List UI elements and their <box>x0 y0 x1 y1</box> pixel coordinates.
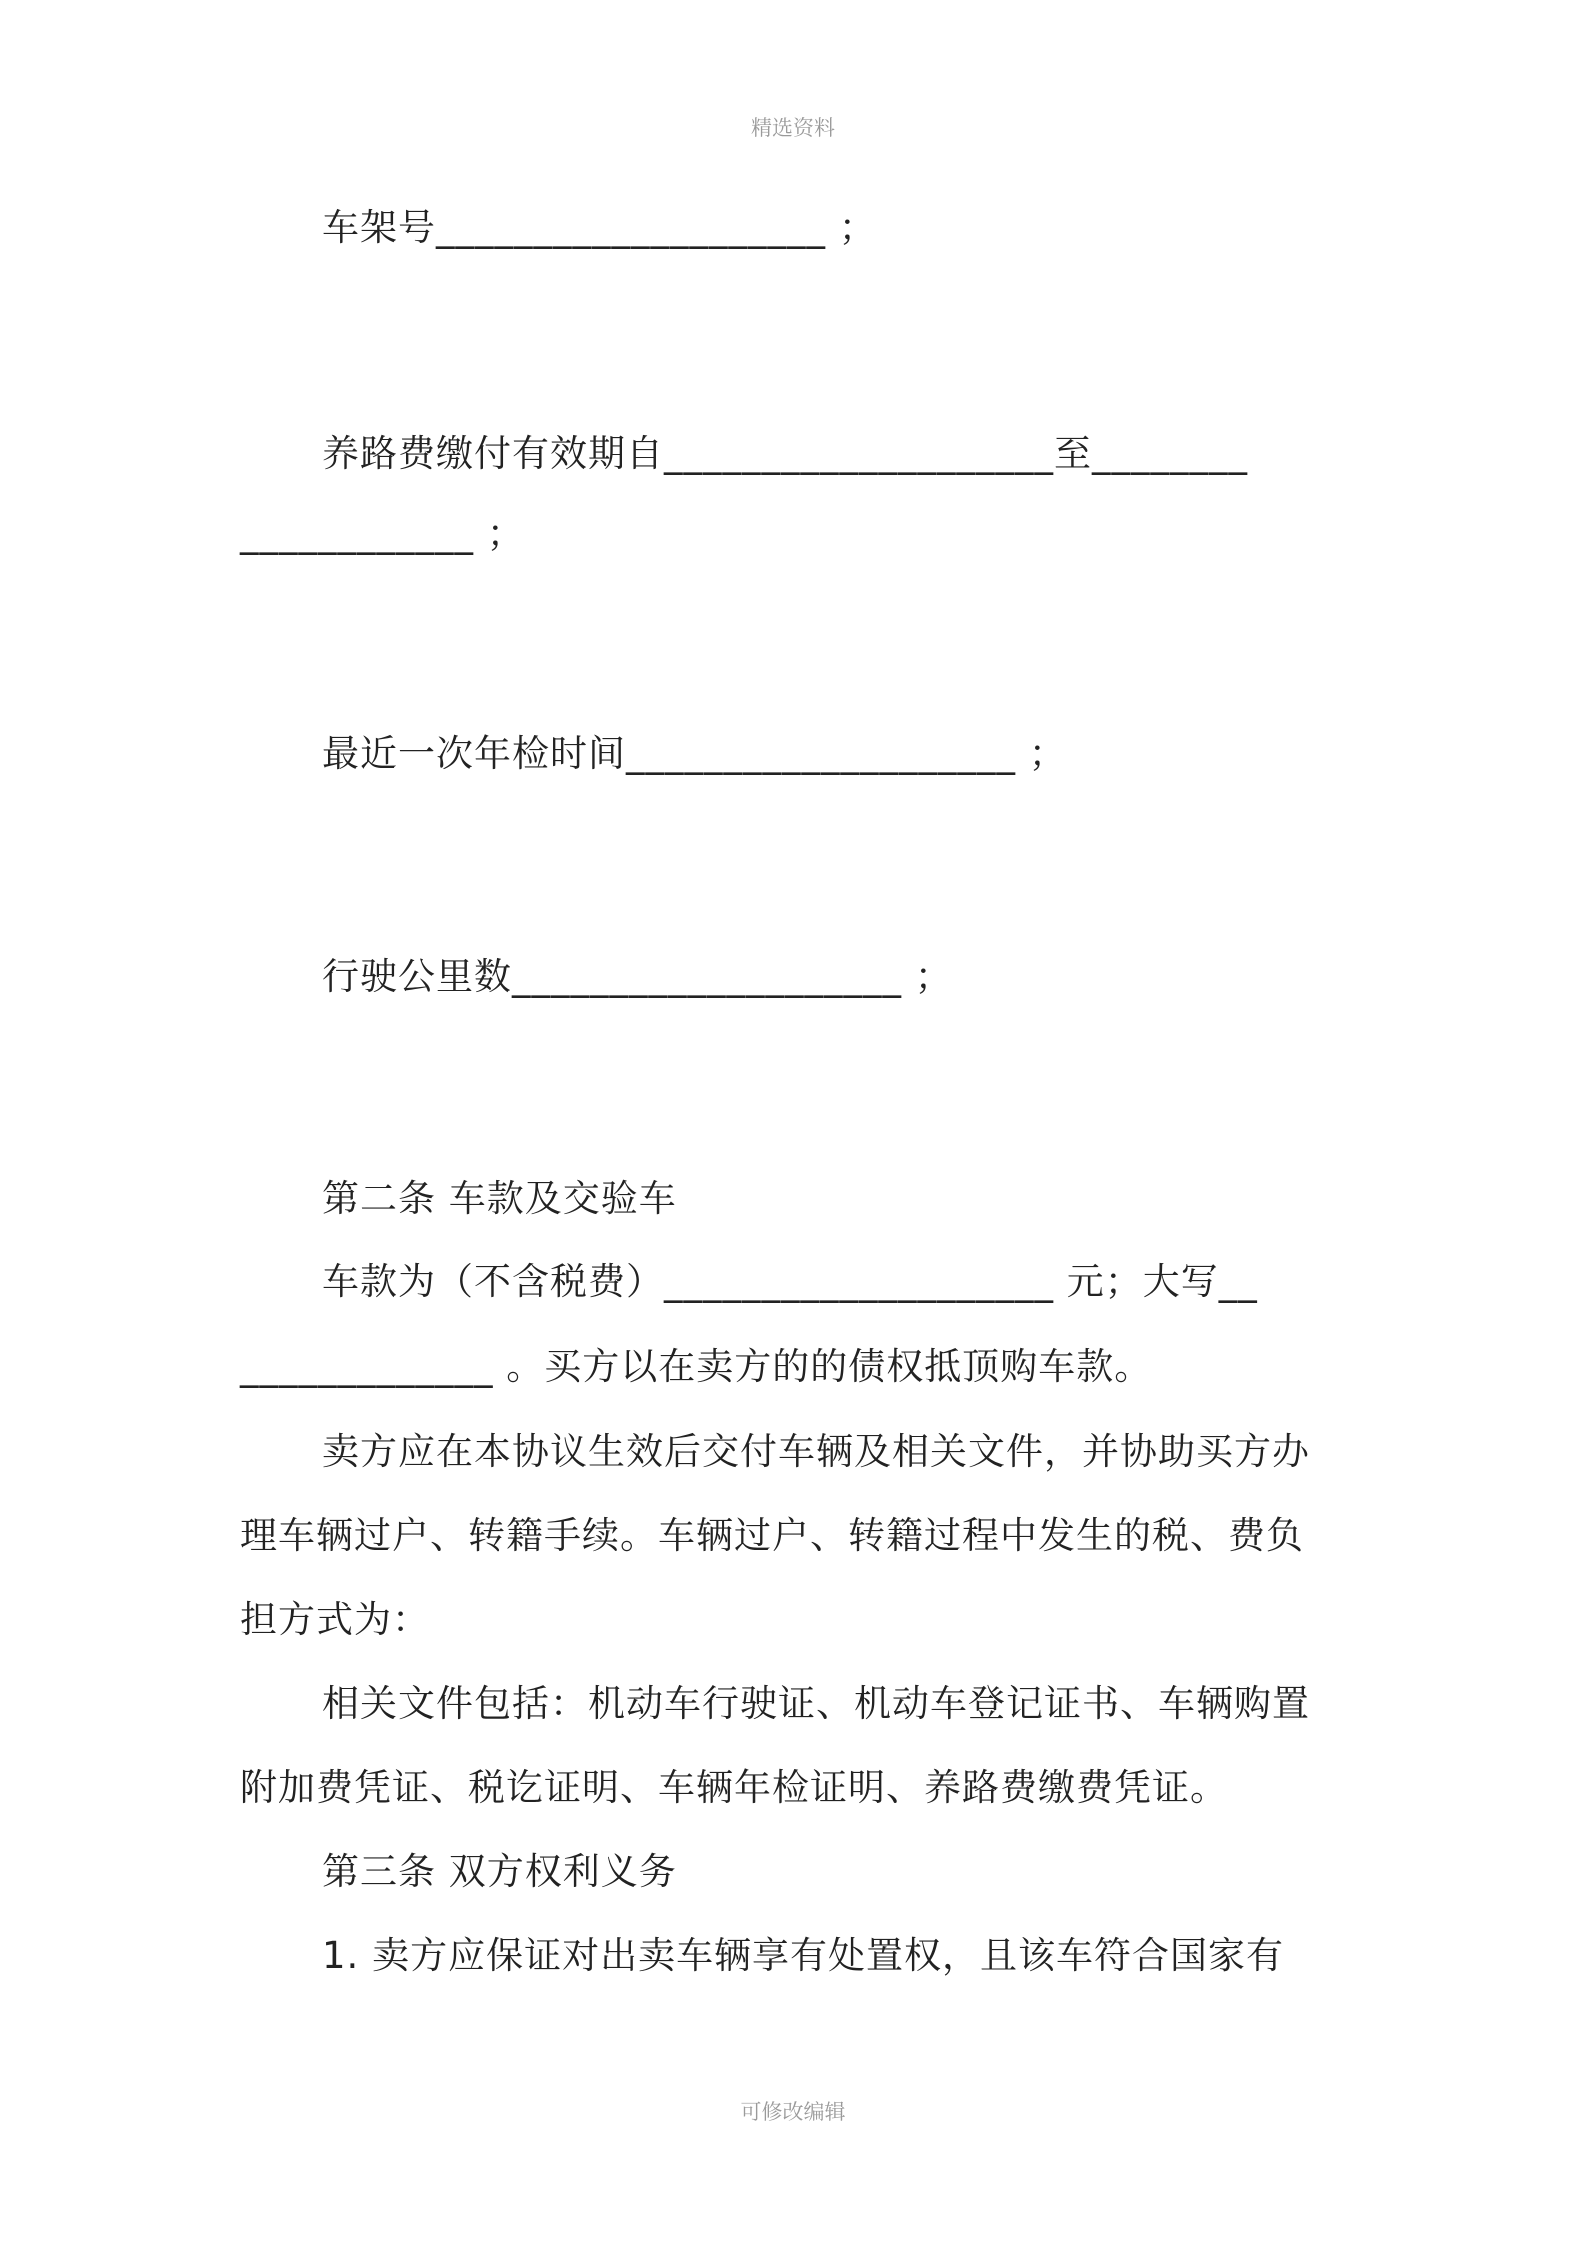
price-line: 车款为（不含税费）____________________ 元；大写__ <box>322 1260 1258 1303</box>
delivery-paragraph-line-1: 卖方应在本协议生效后交付车辆及相关文件，并协助买方办 <box>322 1430 1310 1473</box>
documents-paragraph-line-2: 附加费凭证、税讫证明、车辆年检证明、养路费缴费凭证。 <box>240 1766 1228 1809</box>
road-fee-validity-line: 养路费缴付有效期自____________________至________ <box>322 432 1248 475</box>
delivery-paragraph-line-2: 理车辆过户、转籍手续。车辆过户、转籍过程中发生的税、费负 <box>240 1514 1304 1557</box>
obligation-item-1-line: 1. 卖方应保证对出卖车辆享有处置权，且该车符合国家有 <box>322 1934 1285 1977</box>
article-two-heading: 第二条 车款及交验车 <box>322 1177 677 1220</box>
delivery-paragraph-line-3: 担方式为： <box>240 1598 430 1641</box>
last-inspection-line: 最近一次年检时间____________________ ； <box>322 732 1067 775</box>
page-footer: 可修改编辑 <box>740 2100 846 2124</box>
article-three-heading: 第三条 双方权利义务 <box>322 1850 677 1893</box>
price-line-cont: _____________ 。买方以在卖方的的债权抵顶购车款。 <box>240 1345 1153 1388</box>
page-header: 精选资料 <box>751 116 835 140</box>
mileage-line: 行驶公里数____________________ ； <box>322 955 953 998</box>
frame-number-line: 车架号____________________ ； <box>322 206 877 249</box>
documents-paragraph-line-1: 相关文件包括：机动车行驶证、机动车登记证书、车辆购置 <box>322 1682 1310 1725</box>
road-fee-validity-line-cont: ____________ ； <box>240 512 525 555</box>
